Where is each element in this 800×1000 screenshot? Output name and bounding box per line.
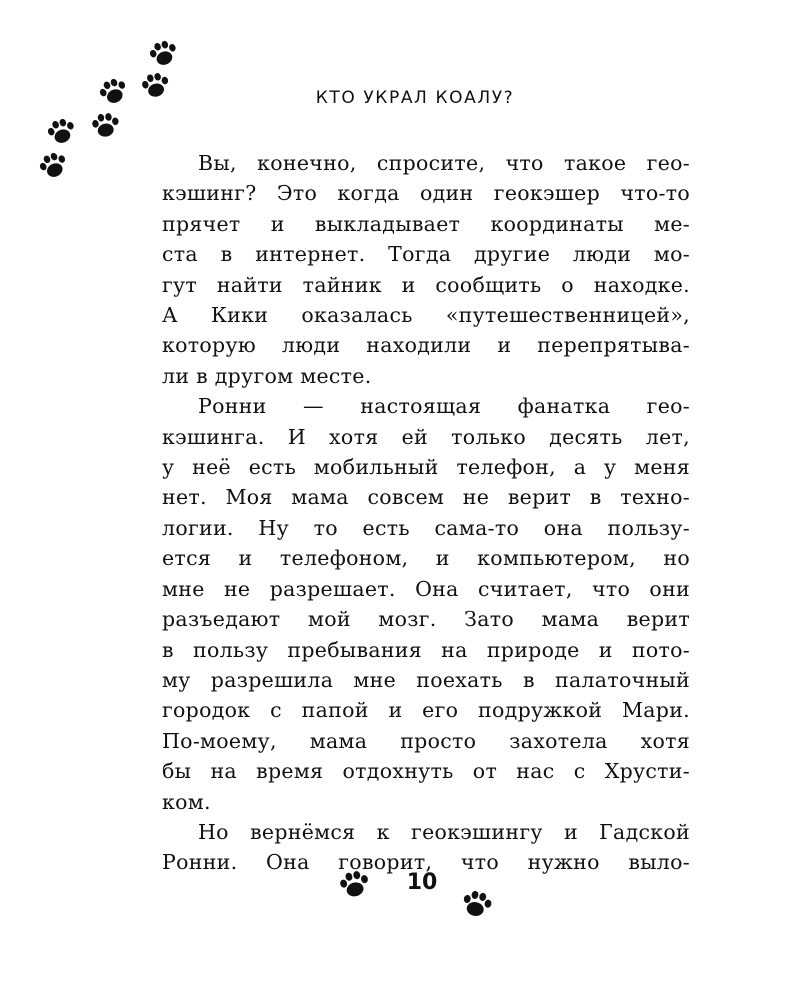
text-line: А Кики оказалась «путешественницей»,: [162, 303, 690, 328]
text-line: нет. Моя мама совсем не верит в техно-: [162, 485, 690, 510]
text-line: ста в интернет. Тогда другие люди мо-: [162, 242, 690, 267]
paragraph: [162, 148, 690, 391]
text-line: Вы, конечно, спросите, что такое гео-: [198, 151, 690, 175]
text-line: Но вернёмся к геокэшингу и Гадской: [198, 819, 690, 844]
text-line: Ронни. Она говорит, что нужно выло-: [162, 850, 690, 875]
text-line: По-моему, мама просто захотела хотя: [162, 728, 690, 753]
paw-print-icon: [457, 885, 496, 924]
text-line: кэшинг? Это когда один геокэшер что-то: [162, 181, 690, 206]
text-line: Ронни — настоящая фанатка гео-: [198, 394, 690, 419]
text-line: ли в другом месте.: [162, 363, 372, 388]
page-number: 10: [406, 870, 438, 895]
text-line: разъедают мой мозг. Зато мама верит: [162, 607, 690, 632]
text-line: логии. Ну то есть сама-то она пользу-: [162, 515, 690, 540]
text-line: бы на время отдохнуть от нас с Хрусти-: [162, 759, 690, 784]
text-line: му разрешила мне поехать в палаточный: [162, 667, 690, 692]
paragraph: [162, 817, 690, 878]
paw-print-icon: [87, 107, 124, 144]
text-line: в пользу пребывания на природе и пото-: [162, 637, 690, 662]
paragraph: [162, 391, 690, 817]
text-line: у неё есть мобильный телефон, а у меня: [162, 455, 690, 480]
text-line: ется и телефоном, и компьютером, но: [162, 546, 690, 571]
paw-print-icon: [33, 145, 76, 188]
text-line: прячет и выкладывает координаты ме-: [162, 211, 690, 236]
body-text: [162, 148, 690, 878]
text-line: кэшинга. И хотя ей только десять лет,: [162, 424, 690, 449]
text-line: мне не разрешает. Она считает, что они: [162, 576, 690, 601]
text-line: городок с папой и его подружкой Мари.: [162, 698, 690, 723]
running-title: КТО УКРАЛ КОАЛУ?: [315, 88, 515, 108]
text-line: ком.: [162, 789, 211, 814]
text-line: гут найти тайник и сообщить о находке.: [162, 272, 690, 297]
text-line: которую люди находили и перепрятыва-: [162, 333, 690, 358]
